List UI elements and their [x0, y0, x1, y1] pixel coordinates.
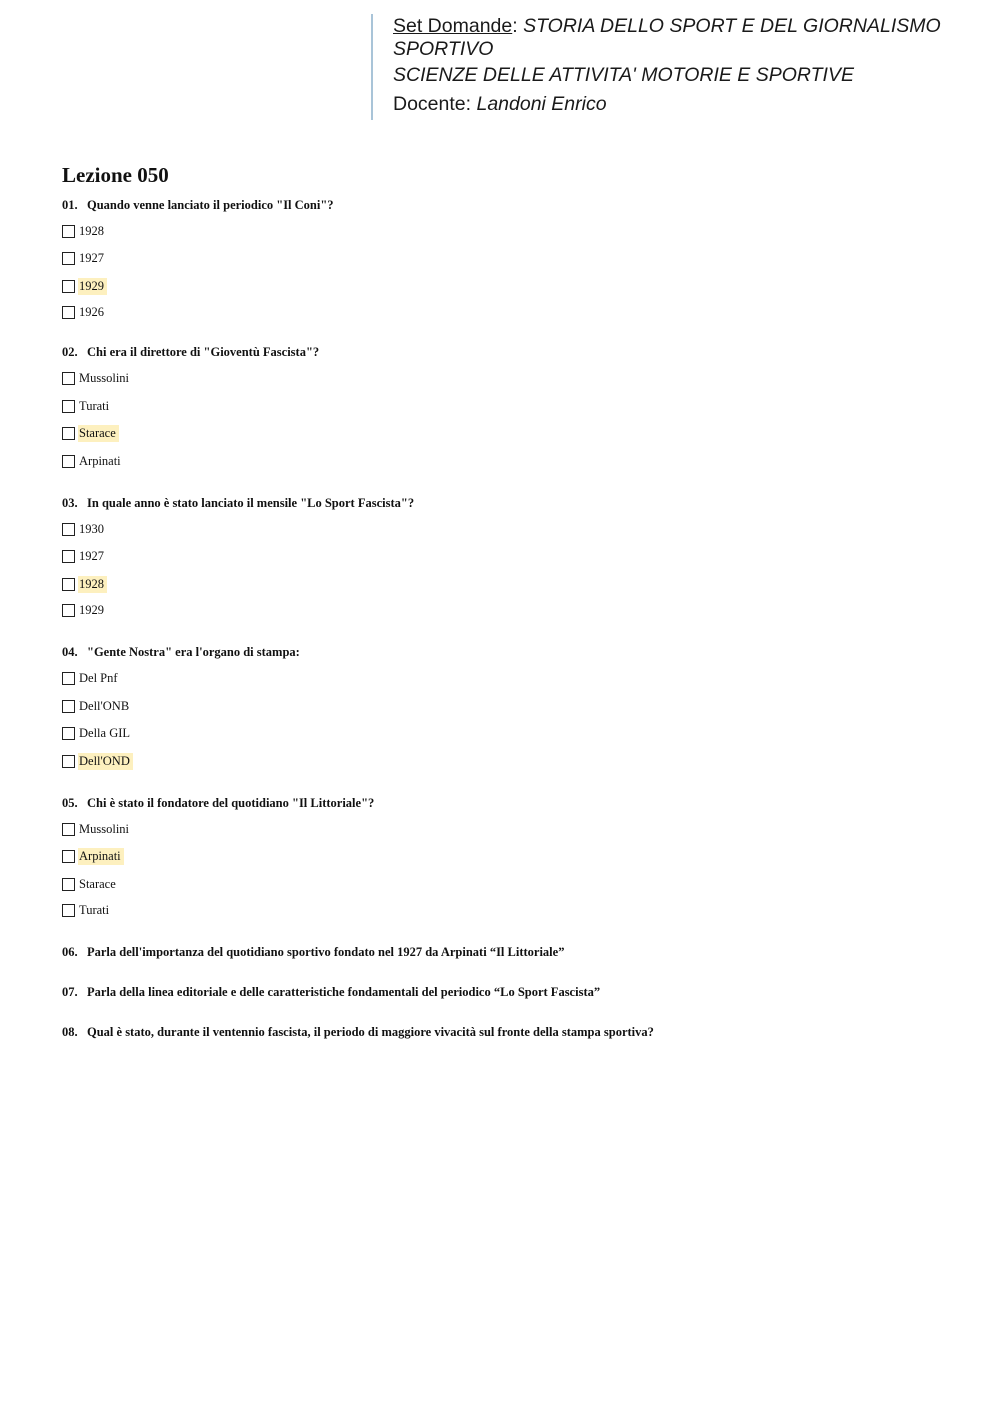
- question-text: Chi è stato il fondatore del quotidiano "Il Littoriale"?: [87, 796, 375, 810]
- question-number: 01.: [62, 198, 78, 212]
- answer-option[interactable]: [62, 875, 119, 893]
- answer-option[interactable]: [62, 277, 107, 295]
- question-5: [62, 794, 962, 917]
- question-text: Quando venne lanciato il periodico "Il Coni"?: [87, 198, 334, 212]
- answer-option[interactable]: [62, 724, 133, 742]
- question-2: [62, 343, 962, 468]
- answer-label: Turati: [79, 902, 110, 917]
- answer-label-correct: 1928: [78, 576, 107, 593]
- answer-option[interactable]: [62, 249, 107, 267]
- question-number: 07.: [62, 985, 78, 999]
- question-title: [62, 943, 962, 961]
- course-line: [393, 15, 971, 61]
- answer-checkbox[interactable]: [62, 727, 75, 740]
- question-number: 04.: [62, 645, 78, 659]
- answer-label: Starace: [79, 876, 116, 891]
- question-text: Chi era il direttore di "Gioventù Fascista"?: [87, 345, 320, 359]
- answer-label-correct: 1929: [78, 278, 107, 295]
- answer-checkbox[interactable]: [62, 578, 75, 591]
- answer-checkbox[interactable]: [62, 850, 75, 863]
- answer-label: Mussolini: [79, 821, 130, 836]
- answer-label: 1926: [79, 304, 104, 319]
- teacher-label: Docente:: [393, 93, 477, 115]
- question-3: [62, 494, 962, 617]
- answer-label: Dell'ONB: [79, 698, 130, 713]
- answer-checkbox[interactable]: [62, 523, 75, 536]
- answer-option[interactable]: [62, 752, 133, 770]
- question-text: Qual è stato, durante il ventennio fascista, il periodo di maggiore vivacità sul fronte della stampa sportiva?: [87, 1025, 654, 1039]
- question-title: [62, 1023, 962, 1041]
- question-4: [62, 643, 962, 768]
- teacher-line: [393, 93, 971, 116]
- answer-checkbox[interactable]: [62, 823, 75, 836]
- answer-checkbox[interactable]: [62, 904, 75, 917]
- answer-label: Della GIL: [79, 725, 131, 740]
- teacher-name: Landoni Enrico: [476, 93, 607, 115]
- answer-checkbox[interactable]: [62, 306, 75, 319]
- answer-checkbox[interactable]: [62, 755, 75, 768]
- question-title: [62, 983, 962, 1001]
- answer-label: 1929: [79, 602, 104, 617]
- lesson-title: Lezione 050: [62, 163, 169, 187]
- answer-option[interactable]: [62, 901, 112, 919]
- answer-label-correct: Starace: [78, 425, 119, 442]
- question-number: 06.: [62, 945, 78, 959]
- set-label: Set Domande: [393, 15, 513, 37]
- question-title: [62, 494, 962, 512]
- answer-option[interactable]: [62, 369, 132, 387]
- answer-option[interactable]: [62, 547, 107, 565]
- answer-checkbox[interactable]: [62, 700, 75, 713]
- answer-checkbox[interactable]: [62, 280, 75, 293]
- answer-option[interactable]: [62, 303, 107, 321]
- answer-checkbox[interactable]: [62, 372, 75, 385]
- question-1: [62, 196, 962, 319]
- answer-label: 1927: [79, 548, 104, 563]
- answer-option[interactable]: [62, 820, 132, 838]
- answer-label: 1927: [79, 250, 104, 265]
- answer-option[interactable]: [62, 222, 107, 240]
- answer-checkbox[interactable]: [62, 604, 75, 617]
- answer-option[interactable]: [62, 424, 119, 442]
- answer-checkbox[interactable]: [62, 400, 75, 413]
- question-6: [62, 943, 962, 961]
- question-title: [62, 343, 962, 361]
- question-number: 02.: [62, 345, 78, 359]
- answer-checkbox[interactable]: [62, 252, 75, 265]
- answer-checkbox[interactable]: [62, 878, 75, 891]
- answer-option[interactable]: [62, 697, 132, 715]
- question-text: In quale anno è stato lanciato il mensile "Lo Sport Fascista"?: [87, 496, 415, 510]
- question-text: "Gente Nostra" era l'organo di stampa:: [87, 645, 300, 659]
- question-number: 08.: [62, 1025, 78, 1039]
- answer-label: Arpinati: [79, 453, 121, 468]
- answer-option[interactable]: [62, 669, 121, 687]
- question-number: 03.: [62, 496, 78, 510]
- answer-option[interactable]: [62, 847, 124, 865]
- answer-label-correct: Arpinati: [78, 848, 124, 865]
- answer-option[interactable]: [62, 601, 107, 619]
- answer-checkbox[interactable]: [62, 225, 75, 238]
- answer-label: Turati: [79, 398, 110, 413]
- document-header: [371, 14, 971, 120]
- question-number: 05.: [62, 796, 78, 810]
- answer-option[interactable]: [62, 520, 107, 538]
- answer-option[interactable]: [62, 397, 112, 415]
- question-title: [62, 196, 962, 214]
- answer-checkbox[interactable]: [62, 550, 75, 563]
- answer-option[interactable]: [62, 452, 124, 470]
- answer-option[interactable]: [62, 575, 107, 593]
- answer-checkbox[interactable]: [62, 455, 75, 468]
- faculty-name: SCIENZE DELLE ATTIVITA' MOTORIE E SPORTIVE: [393, 64, 854, 86]
- question-text: Parla della linea editoriale e delle caratteristiche fondamentali del periodico “Lo Sport Fascista”: [87, 985, 601, 999]
- course-title: STORIA DELLO SPORT E DEL GIORNALISMO SPORTIVO: [393, 15, 941, 60]
- question-7: [62, 983, 962, 1001]
- question-8: [62, 1023, 962, 1041]
- answer-label: Mussolini: [79, 370, 130, 385]
- answer-label: 1930: [79, 521, 104, 536]
- question-title: [62, 643, 962, 661]
- answer-label-correct: Dell'OND: [78, 753, 133, 770]
- answer-label: Del Pnf: [79, 670, 118, 685]
- set-colon: :: [512, 15, 524, 37]
- answer-label: 1928: [79, 223, 104, 238]
- answer-checkbox[interactable]: [62, 427, 75, 440]
- question-text: Parla dell'importanza del quotidiano sportivo fondato nel 1927 da Arpinati “Il Littoriale”: [87, 945, 565, 959]
- question-title: [62, 794, 962, 812]
- answer-checkbox[interactable]: [62, 672, 75, 685]
